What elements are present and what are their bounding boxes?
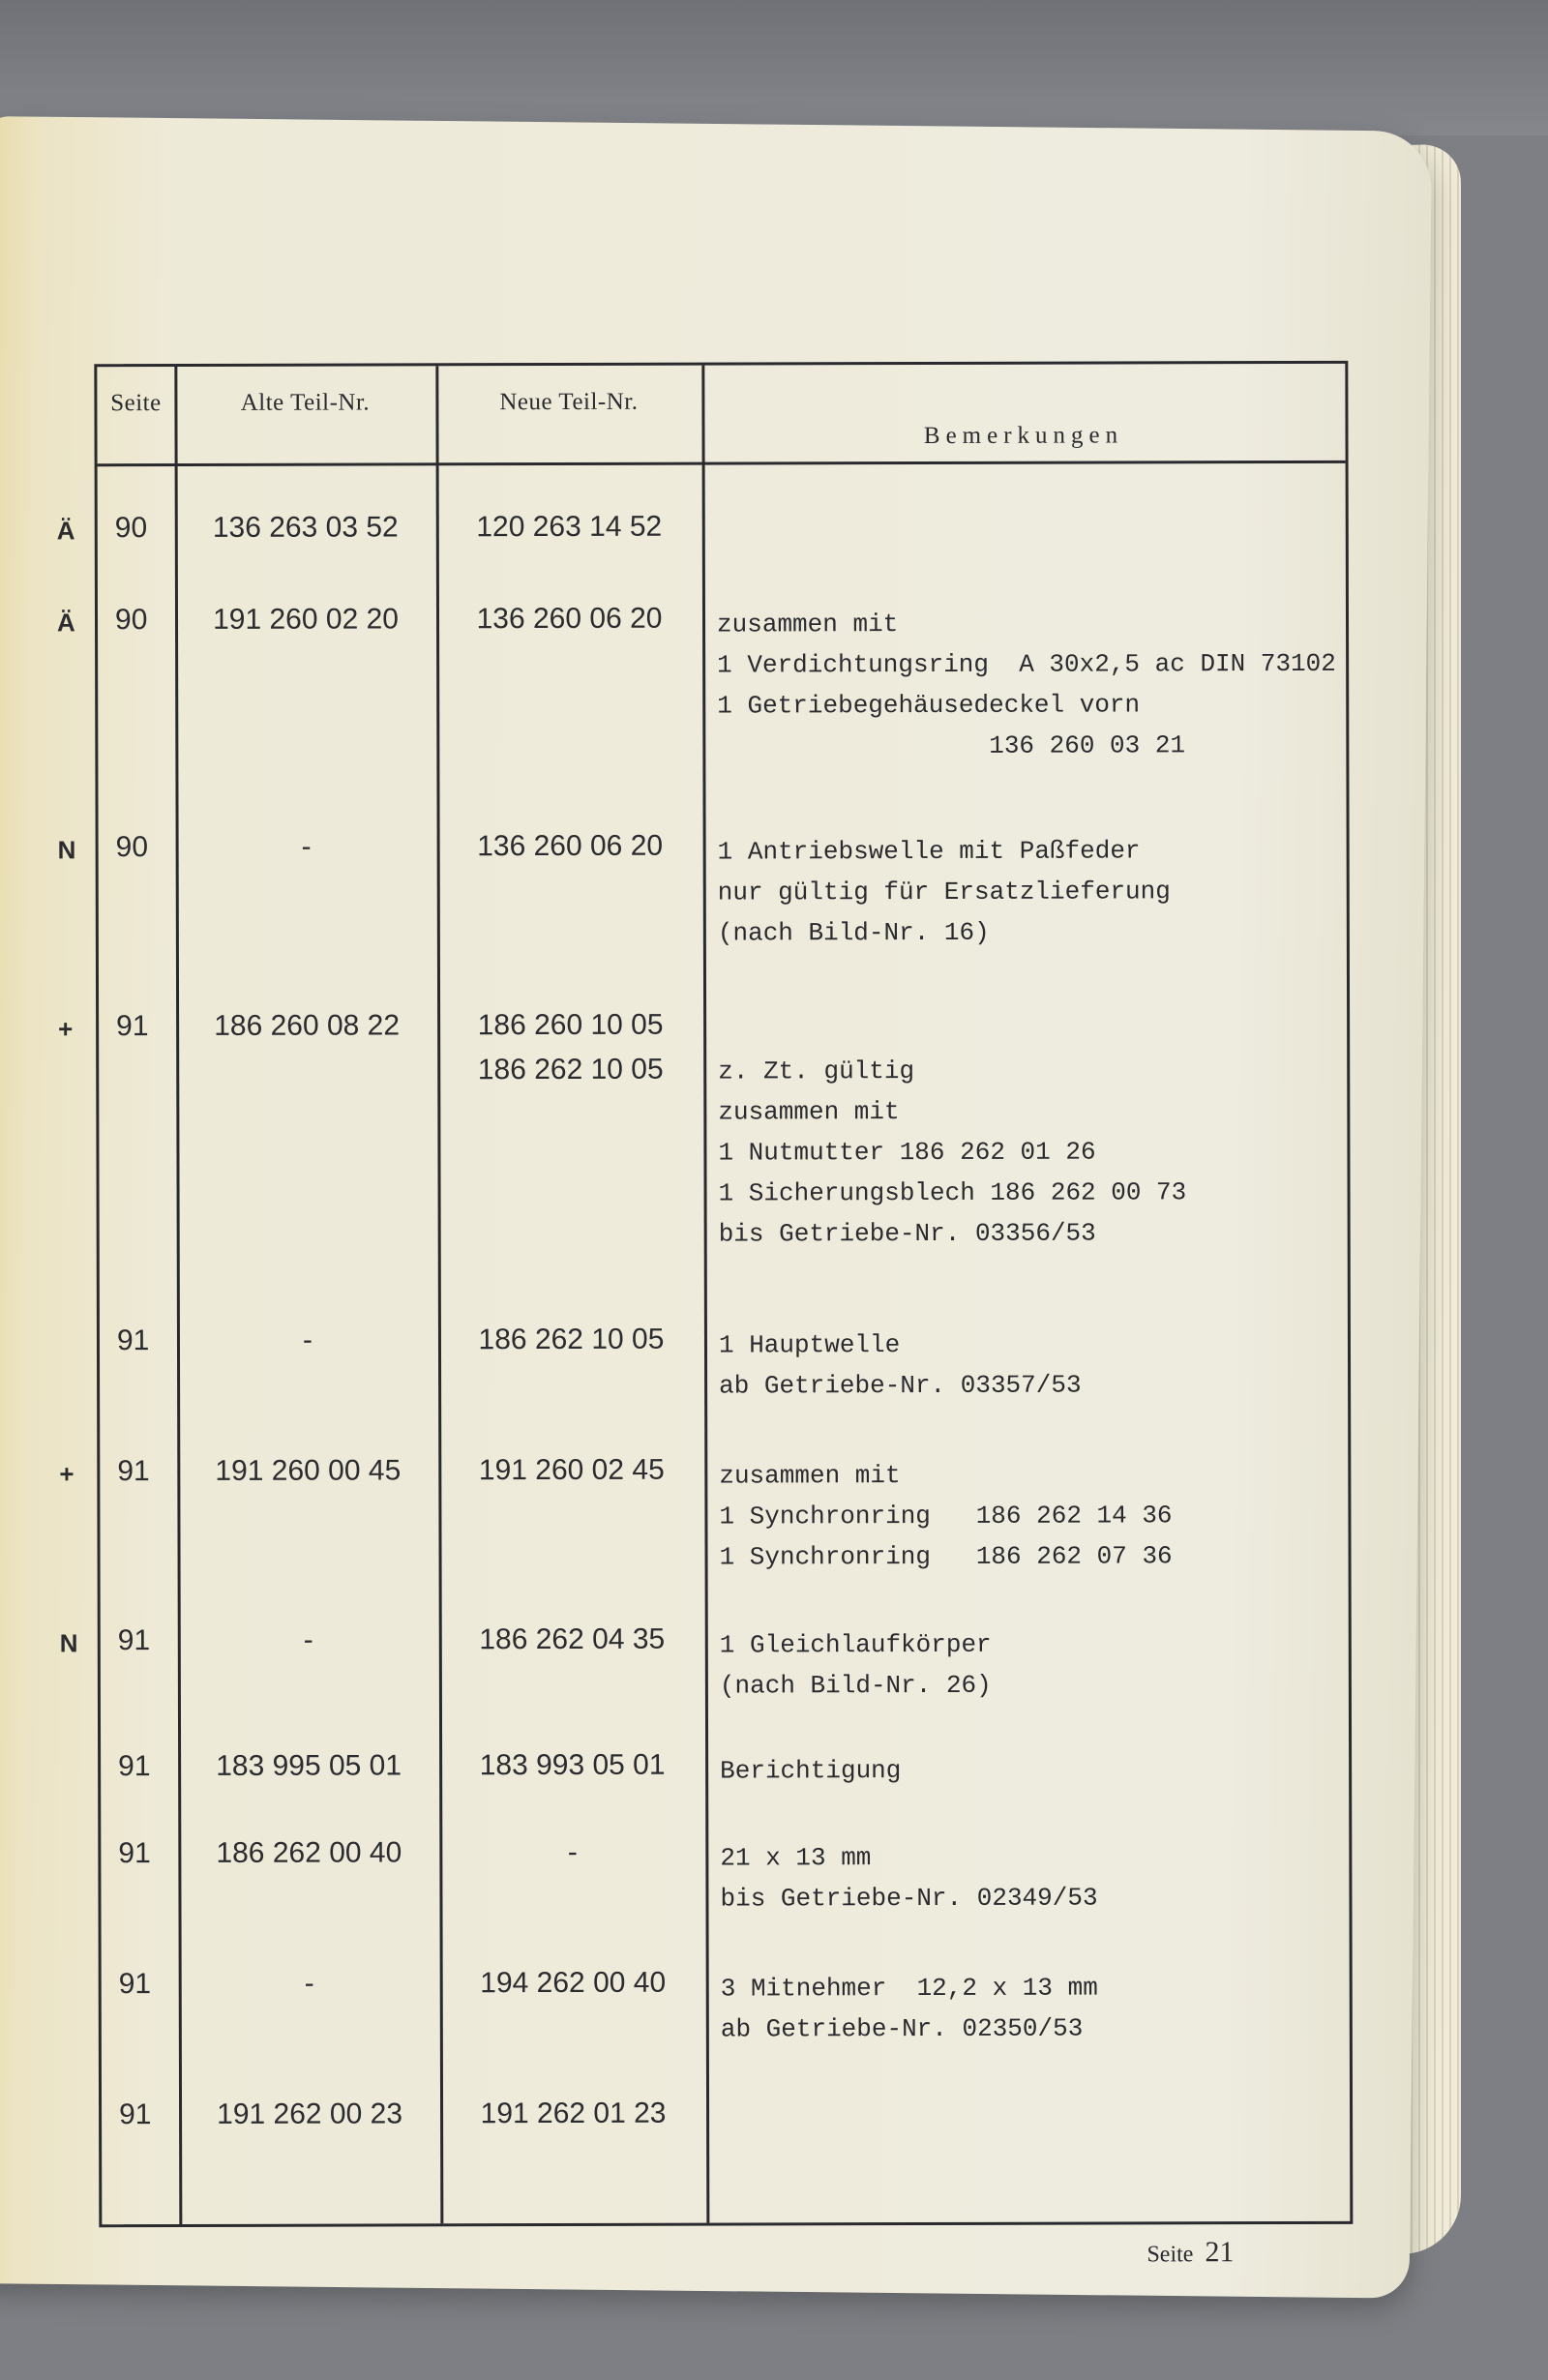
- cell-alte-teil-nr: 183 995 05 01: [216, 1749, 402, 1782]
- remark-line: (nach Bild-Nr. 26): [719, 1670, 992, 1701]
- cell-neue-teil-nr: 183 993 05 01: [479, 1748, 666, 1782]
- remark-line: 1 Synchronring 186 262 14 36: [719, 1501, 1173, 1532]
- cell-alte-teil-nr: -: [303, 1623, 313, 1656]
- cell-bemerkungen: [717, 603, 1336, 767]
- cell-neue-teil-nr: 136 260 06 20: [476, 602, 663, 636]
- change-mark: Ä: [56, 608, 75, 638]
- cell-alte-teil-nr: -: [304, 1967, 314, 2000]
- cell-neue-teil-nr: -: [567, 1835, 578, 1868]
- remark-line: nur gültig für Ersatzlieferung: [717, 877, 1171, 907]
- backdrop: [0, 0, 1548, 135]
- remark-line: bis Getriebe-Nr. 03356/53: [718, 1218, 1096, 1249]
- cell-seite: 91: [116, 1324, 150, 1357]
- header-divider: [98, 461, 1346, 466]
- cell-seite: 91: [119, 2098, 152, 2131]
- cell-bemerkungen: [720, 1624, 992, 1707]
- remark-line: [718, 1009, 1186, 1051]
- cell-seite: 90: [114, 512, 148, 545]
- change-mark: N: [57, 835, 76, 865]
- cell-alte-teil-nr: 186 262 00 40: [216, 1836, 402, 1869]
- cell-alte-teil-nr: -: [301, 830, 312, 863]
- remark-line: 1 Sicherungsblech 186 262 00 73: [718, 1177, 1187, 1208]
- remark-line: 1 Gleichlaufkörper: [719, 1629, 992, 1660]
- remark-line: 1 Getriebegehäusedeckel vorn: [717, 690, 1141, 721]
- column-divider: [435, 366, 443, 2223]
- header-alte-teil-nr: Alte Teil-Nr.: [240, 389, 371, 416]
- remark-line: 1 Nutmutter 186 262 01 26: [718, 1137, 1096, 1168]
- cell-seite: 91: [117, 1624, 151, 1657]
- cell-neue-teil-nr: 120 263 14 52: [476, 510, 663, 544]
- cell-alte-teil-nr: 191 262 00 23: [217, 2097, 403, 2130]
- header-bemerkungen: Bemerkungen: [923, 422, 1124, 449]
- cell-seite: 91: [118, 1968, 152, 2001]
- change-mark: +: [58, 1014, 74, 1044]
- remark-line: 1 Hauptwelle: [718, 1330, 901, 1360]
- remark-line: zusammen mit: [719, 1461, 901, 1491]
- cell-neue-teil-nr: 191 262 01 23: [480, 2097, 667, 2130]
- cell-seite: 90: [114, 604, 148, 637]
- header-neue-teil-nr: Neue Teil-Nr.: [499, 388, 639, 416]
- remark-line: 1 Synchronring 186 262 07 36: [719, 1541, 1173, 1572]
- cell-neue-teil-nr: 136 260 06 20: [477, 829, 664, 863]
- cell-neue-teil-nr: 194 262 00 40: [480, 1966, 667, 2000]
- remark-line: ab Getriebe-Nr. 02350/53: [720, 2013, 1084, 2044]
- cell-seite: 91: [118, 1837, 151, 1870]
- change-mark: Ä: [56, 516, 75, 546]
- header-seite: Seite: [110, 390, 162, 417]
- document-page: [0, 116, 1432, 2299]
- cell-bemerkungen: [718, 830, 1171, 953]
- cell-bemerkungen: [719, 1324, 1082, 1407]
- cell-bemerkungen: [719, 1454, 1172, 1577]
- cell-bemerkungen: [718, 1009, 1186, 1254]
- cell-bemerkungen: [721, 1968, 1098, 2050]
- cell-seite: 91: [118, 1750, 151, 1783]
- cell-bemerkungen: [720, 1750, 901, 1791]
- remark-line: ab Getriebe-Nr. 03357/53: [719, 1370, 1082, 1401]
- cell-seite: 91: [117, 1455, 150, 1488]
- parts-table: [56, 361, 1353, 2269]
- change-mark: +: [59, 1459, 74, 1489]
- column-divider: [174, 367, 182, 2224]
- remark-line: 3 Mitnehmer 12,2 x 13 mm: [720, 1973, 1098, 2004]
- cell-neue-teil-nr: 191 260 02 45: [478, 1453, 665, 1487]
- cell-alte-teil-nr: -: [302, 1324, 313, 1356]
- cell-alte-teil-nr: 136 263 03 52: [212, 511, 399, 544]
- cell-neue-teil-nr: 186 262 04 35: [479, 1622, 666, 1656]
- cell-seite: 90: [115, 831, 149, 864]
- page-footer: [1146, 2236, 1234, 2269]
- cell-alte-teil-nr: 186 260 08 22: [214, 1009, 401, 1042]
- cell-neue-teil-nr: 186 262 10 05: [478, 1323, 665, 1356]
- remark-line: zusammen mit: [716, 610, 899, 640]
- remark-line: z. Zt. gültig: [718, 1056, 915, 1086]
- remark-line: 136 260 03 21: [717, 730, 1186, 761]
- cell-bemerkungen: [720, 1837, 1097, 1919]
- cell-alte-teil-nr: 191 260 02 20: [213, 603, 399, 636]
- cell-neue-teil-nr: 186 260 10 05: [477, 1008, 664, 1042]
- remark-line: 1 Verdichtungsring A 30x2,5 ac DIN 73102: [717, 648, 1336, 680]
- remark-line: 21 x 13 mm: [720, 1843, 872, 1873]
- change-mark: N: [59, 1628, 78, 1658]
- remark-line: 1 Antriebswelle mit Paßfeder: [717, 836, 1141, 867]
- cell-seite: 91: [116, 1010, 149, 1043]
- cell-alte-teil-nr: 191 260 00 45: [215, 1454, 402, 1487]
- remark-line: (nach Bild-Nr. 16): [717, 917, 990, 948]
- remark-line: bis Getriebe-Nr. 02349/53: [720, 1883, 1098, 1914]
- page-number: 21: [1205, 2236, 1235, 2269]
- remark-line: Berichtigung: [720, 1756, 902, 1786]
- cell-neue-teil-nr: 186 262 10 05: [477, 1053, 664, 1086]
- column-divider: [701, 366, 709, 2223]
- footer-label: Seite: [1146, 2242, 1194, 2268]
- remark-line: zusammen mit: [718, 1097, 900, 1127]
